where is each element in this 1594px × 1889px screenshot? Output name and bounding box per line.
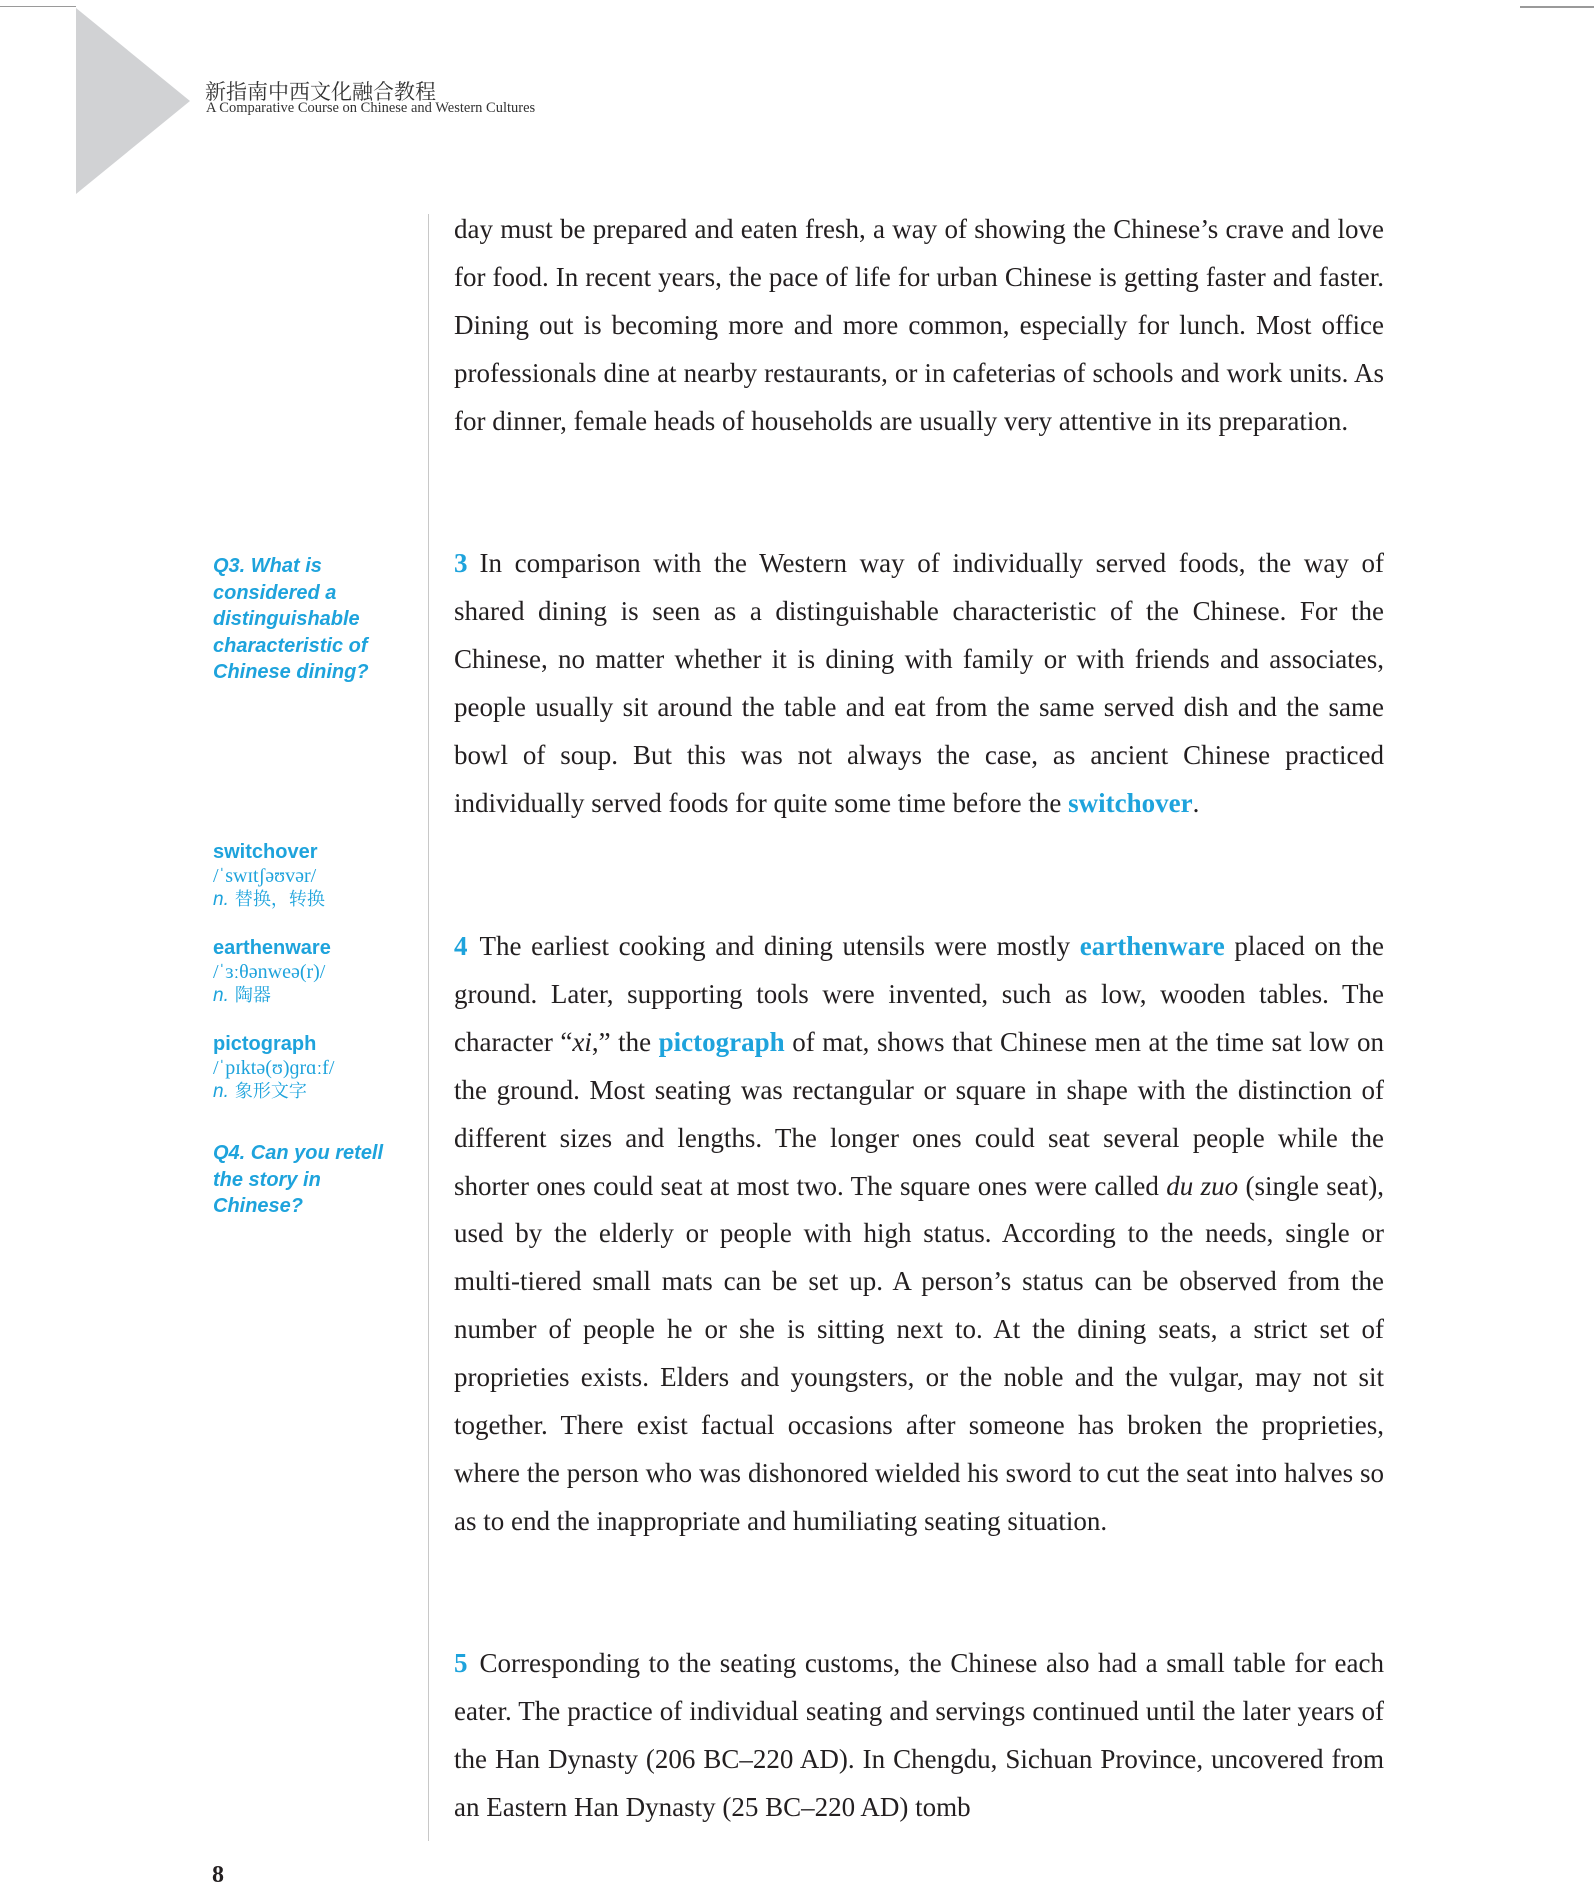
book-title-chinese: 新指南中西文化融合教程 (205, 80, 436, 104)
vocab-keyword-earthenware: earthenware (1079, 931, 1225, 961)
vocab-pos: n. (213, 1081, 229, 1102)
paragraph-number: 5 (454, 1648, 468, 1678)
vocab-entry-switchover (213, 840, 413, 912)
vocab-phonetic: /ˈɜːθənweə(r)/ (213, 961, 326, 983)
vocab-meaning: 陶器 (234, 985, 271, 1006)
vocab-meaning: 替换，转换 (234, 889, 325, 910)
paragraph-number: 3 (454, 548, 468, 578)
vocab-phonetic: /ˈpɪktə(ʊ)ɡrɑːf/ (213, 1057, 335, 1079)
vocab-pos: n. (213, 889, 229, 910)
vocab-keyword-pictograph: pictograph (658, 1026, 785, 1057)
sidebar-question-q3: Q3. What is considered a distinguishable characteristic of Chinese dining? (213, 555, 369, 683)
paragraph-4: 4 The earliest cooking and dining utensils were mostly earthenware placed on the ground. Later, supporting tools were invented, such as low, wooden tables. The character “xi,” the pictograph of mat, shows that Chinese men at the time sat low on the ground. Most seating was rectangular or square in shape with the distinction of different sizes and lengths. The longer ones could seat several people while the shorter ones could seat at most two. The square ones were called du zuo (single seat), used by the elderly or people with high status. According to the needs, single or multi-tiered small mats can be set up. A person’s status can be observed from the number of people he or she is sitting next to. At the dining seats, a strict set of proprieties exists. Elders and youngsters, or the noble and the vulgar, may not sit together. There exist factual occasions after someone has broken the proprieties, where the person who was dishonored wielded his sword to cut the seat into halves so as to end the inappropriate and humiliating seating situation. (454, 931, 1385, 1536)
page-number: 8 (212, 1862, 224, 1888)
vocab-keyword-switchover: switchover (1068, 787, 1193, 818)
vocab-word: pictograph (213, 1033, 317, 1055)
top-left-rule (0, 6, 76, 7)
vocab-meaning: 象形文字 (234, 1081, 307, 1102)
paragraph-number: 4 (454, 931, 468, 961)
vocab-phonetic: /ˈswɪtʃəʊvər/ (213, 865, 317, 887)
header-triangle-decoration (76, 8, 190, 194)
paragraph-text: In comparison with the Western way of individually served foods, the way of shared dining is seen as a distinguishable characteristic of the Chinese. For the Chinese, no matter whether it is dining with family or with friends and associates, people usually sit around the table and eat from the same served dish and the same bowl of soup. But this was not always the case, as ancient Chinese practiced individually served foods for quite some time before the (454, 548, 1384, 818)
paragraph-3: 3 In comparison with the Western way of individually served foods, the way of shared dining is seen as a distinguishable characteristic of the Chinese. For the Chinese, no matter whether it is dining with family or with friends and associates, people usually sit around the table and eat from the same served dish and the same bowl of soup. But this was not always the case, as ancient Chinese practiced individually served foods for quite some time before the switchover. (454, 548, 1384, 818)
margin-divider (428, 214, 429, 1841)
vocab-pos: n. (213, 985, 229, 1006)
vocab-entry-pictograph (213, 1032, 413, 1104)
vocab-word: earthenware (213, 937, 331, 959)
sidebar-question-q4: Q4. Can you retell the story in Chinese? (213, 1142, 384, 1217)
paragraph-5: 5 Corresponding to the seating customs, the Chinese also had a small table for each eater. The practice of individual seating and servings continued until the later years of the Han Dynasty (206 BC–220 AD). In Chengdu, Sichuan Province, uncovered from an Eastern Han Dynasty (25 BC–220 AD) tomb (454, 1648, 1384, 1822)
book-title-english: A Comparative Course on Chinese and Western Cultures (206, 100, 536, 116)
top-right-rule (1520, 6, 1594, 8)
paragraph-text: day must be prepared and eaten fresh, a way of showing the Chinese’s crave and love for food. In recent years, the pace of life for urban Chinese is getting faster and faster. Dining out is becoming more and more common, especially for lunch. Most office professionals dine at nearby restaurants, or in cafeterias of schools and work units. As for dinner, female heads of households are usually very attentive in its preparation. (454, 214, 1384, 436)
paragraph-continued (454, 206, 1384, 446)
italic-term-xi: xi (572, 1026, 592, 1057)
vocab-entry-earthenware (213, 936, 413, 1008)
italic-term-du-zuo: du zuo (1166, 1170, 1239, 1201)
vocab-word: switchover (213, 841, 318, 863)
